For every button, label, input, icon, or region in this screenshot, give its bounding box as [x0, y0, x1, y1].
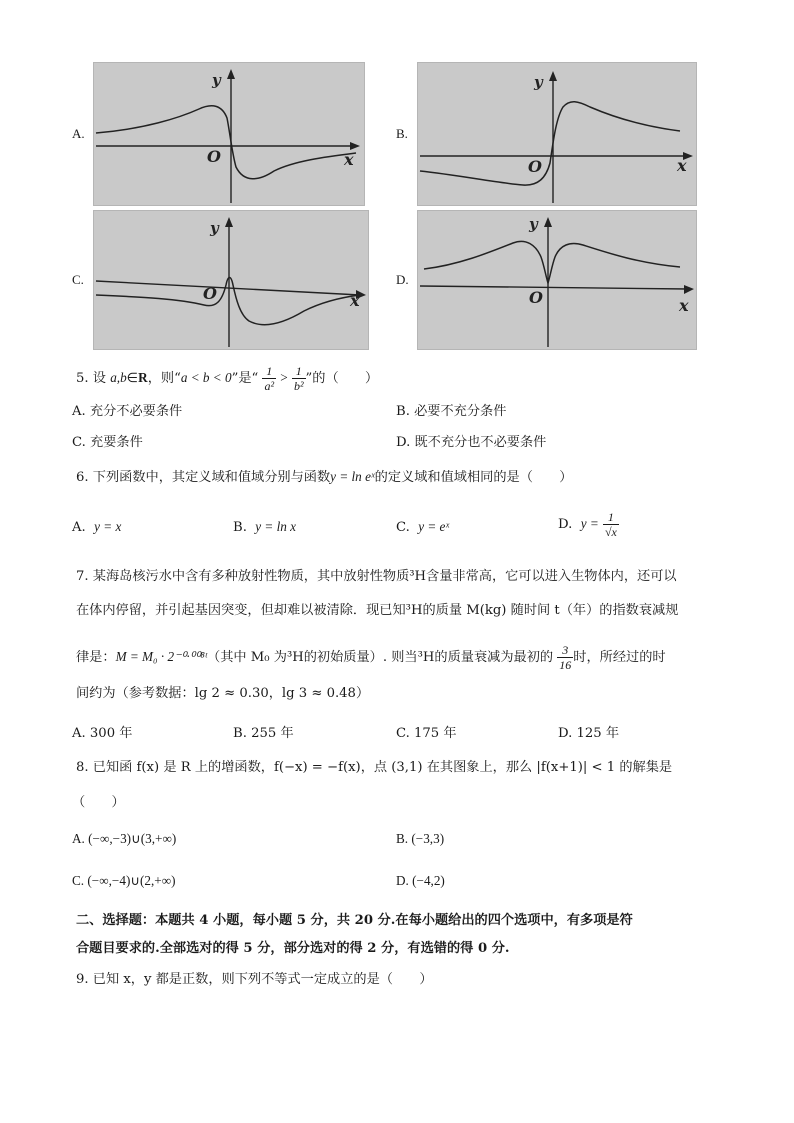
option-label-a: A. [72, 126, 85, 141]
y-axis-label: y [210, 219, 219, 237]
graph-b [417, 62, 697, 206]
x-axis-label: x [677, 156, 687, 175]
q5-frac-2: $\frac{1}{\text{b²}}$ [293, 364, 304, 393]
q8-option-d[interactable]: D. (−4,2) [396, 873, 445, 888]
curve-a [96, 106, 356, 179]
q7-line-3: 律是：M = M₀ · 2⁻⁰·⁰⁰⁸ᵗ（其中 M₀ 为³H的初始质量）. 则当³H的质量衰减为最初的 $\frac{3}{16}$ 时，所经过的时 [76, 643, 666, 672]
curve-c [96, 278, 360, 325]
q8-option-a[interactable]: A. (−∞,−3)∪(3,+∞) [72, 831, 177, 846]
q6-stem-b: 的定义域和值域相同的是（ ） [374, 470, 573, 485]
q7-option-a[interactable]: A. 300 年 [72, 726, 133, 741]
q8-option-b[interactable]: B. (−3,3) [396, 831, 445, 846]
q7-line-2: 在体内停留，并引起基因突变，但却难以被清除．现已知³H的质量 M(kg) 随时间 t（年）的指数衰减规 [76, 603, 679, 618]
q7-option-c[interactable]: C. 175 年 [396, 726, 457, 741]
origin-label: O [203, 284, 217, 303]
origin-label: O [207, 147, 221, 166]
q7-decay-formula: M = M₀ · 2⁻⁰·⁰⁰⁸ᵗ [115, 649, 208, 664]
section-2-heading-line-1: 二、选择题：本题共 4 小题，每小题 5 分，共 20 分.在每小题给出的四个选项中，有多项是符 [76, 913, 633, 928]
x-axis-arrow-icon [684, 285, 694, 294]
q6-option-a[interactable]: A. y = x [72, 519, 122, 535]
question-5 [76, 364, 378, 393]
q5-number: 5. [76, 371, 89, 386]
q5-post: ”的（ ） [305, 371, 379, 386]
q6-stem-a: 下列函数中，其定义域和值域分别与函数 [92, 470, 331, 485]
y-axis-label: y [534, 73, 543, 91]
x-axis-arrow-icon [350, 142, 360, 150]
q7-option-b[interactable]: B. 255 年 [233, 726, 294, 741]
section-2-heading-line-2: 合题目要求的.全部选对的得 5 分，部分选对的得 2 分，有选错的得 0 分. [76, 941, 510, 956]
y-axis-arrow-icon [544, 217, 552, 227]
q8-line-1: 8. 已知函 f(x) 是 R 上的增函数，f(−x) = −f(x)，点 (3,1) 在其图象上，那么 |f(x+1)| < 1 的解集是 [76, 760, 673, 775]
question-6 [76, 467, 572, 488]
q5-set: R [138, 370, 148, 385]
q8-option-c[interactable]: C. (−∞,−4)∪(2,+∞) [72, 873, 176, 888]
q5-option-b[interactable]: B. 必要不充分条件 [396, 404, 507, 419]
y-axis-label: y [529, 215, 538, 233]
q6-option-c[interactable]: C. y = eˣ [396, 519, 450, 535]
q8-line-2: （ ） [72, 795, 125, 810]
q5-frac-1: $\frac{1}{\text{a²}}$ [264, 364, 275, 393]
q6-number: 6. [76, 470, 89, 485]
q7-line-4: 间约为（参考数据：lg 2 ≈ 0.30，lg 3 ≈ 0.48） [76, 686, 370, 701]
x-axis [96, 281, 360, 295]
q5-is: ”是“ [231, 371, 259, 386]
y-axis-arrow-icon [227, 69, 235, 79]
curve-d [424, 241, 680, 283]
q5-gt: > [280, 370, 288, 385]
x-axis-label: x [350, 291, 360, 310]
q7-option-d[interactable]: D. 125 年 [558, 726, 620, 741]
q5-cond: a < b < 0 [180, 370, 232, 385]
x-axis [420, 286, 688, 289]
origin-label: O [528, 157, 542, 176]
origin-label: O [529, 288, 543, 307]
x-axis-label: x [344, 150, 354, 169]
q5-mid: ，则“ [147, 371, 181, 386]
option-label-d: D. [396, 272, 409, 287]
graph-c [93, 210, 369, 350]
q7-fraction: $\frac{3}{16}$ [559, 643, 572, 672]
q5-option-c[interactable]: C. 充要条件 [72, 435, 143, 450]
y-axis-label: y [212, 71, 221, 89]
q7-line-1: 7. 某海岛核污水中含有多种放射性物质，其中放射性物质³H含量非常高，它可以进入生物体内，还可以 [76, 569, 677, 584]
option-label-c: C. [72, 272, 84, 287]
graph-d [417, 210, 697, 350]
y-axis-arrow-icon [549, 71, 557, 81]
q5-in: ∈ [126, 370, 139, 385]
q5-option-a[interactable]: A. 充分不必要条件 [72, 404, 183, 419]
question-9: 9. 已知 x，y 都是正数，则下列不等式一定成立的是（ ） [76, 972, 433, 987]
curve-b [420, 102, 680, 185]
option-label-b: B. [396, 126, 408, 141]
q6-func: y = ln eˣ [330, 469, 375, 484]
q6-option-b[interactable]: B. y = ln x [233, 519, 297, 535]
y-axis-arrow-icon [225, 217, 233, 227]
graph-a [93, 62, 365, 206]
q5-vars: a,b [110, 370, 127, 385]
q5-option-d[interactable]: D. 既不充分也不必要条件 [396, 435, 547, 450]
q6-option-d[interactable]: D. y = $\frac{1}{√x}$ [558, 510, 617, 539]
x-axis-label: x [679, 296, 689, 315]
q5-pre: 设 [92, 371, 106, 386]
